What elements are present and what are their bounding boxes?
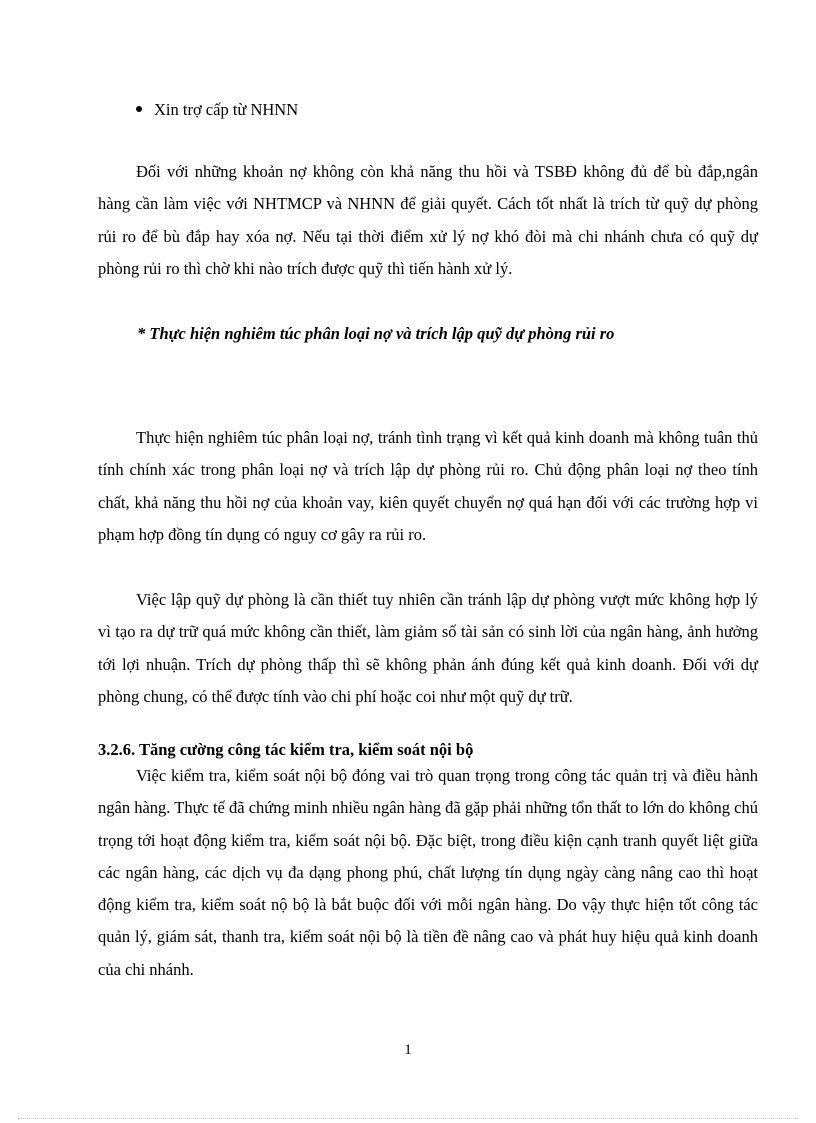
bullet-item <box>136 98 298 122</box>
section-heading-internal-control: 3.2.6. Tăng cường công tác kiểm tra, kiểm soát nội bộ <box>98 740 474 759</box>
subheading-debt-classification: * Thực hiện nghiêm túc phân loại nợ và trích lập quỹ dự phòng rủi ro <box>137 324 615 343</box>
paragraph-provision-fund: Việc lập quỹ dự phòng là cần thiết tuy nhiên cần tránh lập dự phòng vượt mức không hợp lý vì tạo ra dự trữ quá mức không cần thiết, làm giảm số tài sản có sinh lời của ngân hàng, ảnh hưởng tới lợi nhuận. Trích dự phòng thấp thì sẽ không phản ánh đúng kết quả kinh doanh. Đối với dự phòng chung, có thể được tính vào chi phí hoặc coi như một quỹ dự trữ. <box>98 590 758 706</box>
paragraph-bad-debt-handling: Đối với những khoản nợ không còn khả năng thu hồi và TSBĐ không đủ để bù đắp,ngân hàng cần làm việc với NHTMCP và NHNN để giải quyết. Cách tốt nhất là trích từ quỹ dự phòng rủi ro để bù đắp hay xóa nợ. Nếu tại thời điểm xử lý nợ khó đòi mà chi nhánh chưa có quỹ dự phòng rủi ro thì chờ khi nào trích được quỹ thì tiến hành xử lý. <box>98 162 758 278</box>
bullet-dot-icon <box>136 106 142 112</box>
paragraph-debt-classification: Thực hiện nghiêm túc phân loại nợ, tránh tình trạng vì kết quả kinh doanh mà không tuân thủ tính chính xác trong phân loại nợ và trích lập dự phòng rủi ro. Chủ động phân loại nợ theo tính chất, khả năng thu hồi nợ của khoản vay, kiên quyết chuyển nợ quá hạn đối với các trường hợp vi phạm hợp đồng tín dụng có nguy cơ gây ra rủi ro. <box>98 428 758 544</box>
page-bottom-divider <box>18 1118 798 1119</box>
bullet-item-text: Xin trợ cấp từ NHNN <box>154 100 299 119</box>
paragraph-internal-control: Việc kiểm tra, kiểm soát nội bộ đóng vai trò quan trọng trong công tác quản trị và điều hành ngân hàng. Thực tế đã chứng minh nhiều ngân hàng đã gặp phải những tổn thất to lớn do không chú trọng tới hoạt động kiểm tra, kiểm soát nội bộ. Đặc biệt, trong điều kiện cạnh tranh quyết liệt giữa các ngân hàng, các dịch vụ đa dạng phong phú, chất lượng tín dụng ngày càng nâng cao thì hoạt động kiểm tra, kiểm soát nộ bộ là bắt buộc đối với mỗi ngân hàng. Do vậy thực hiện tốt công tác quản lý, giám sát, thanh tra, kiểm soát nội bộ là tiền đề nâng cao và phát huy hiệu quả kinh doanh của chi nhánh. <box>98 766 758 979</box>
page-number: 1 <box>404 1042 412 1058</box>
